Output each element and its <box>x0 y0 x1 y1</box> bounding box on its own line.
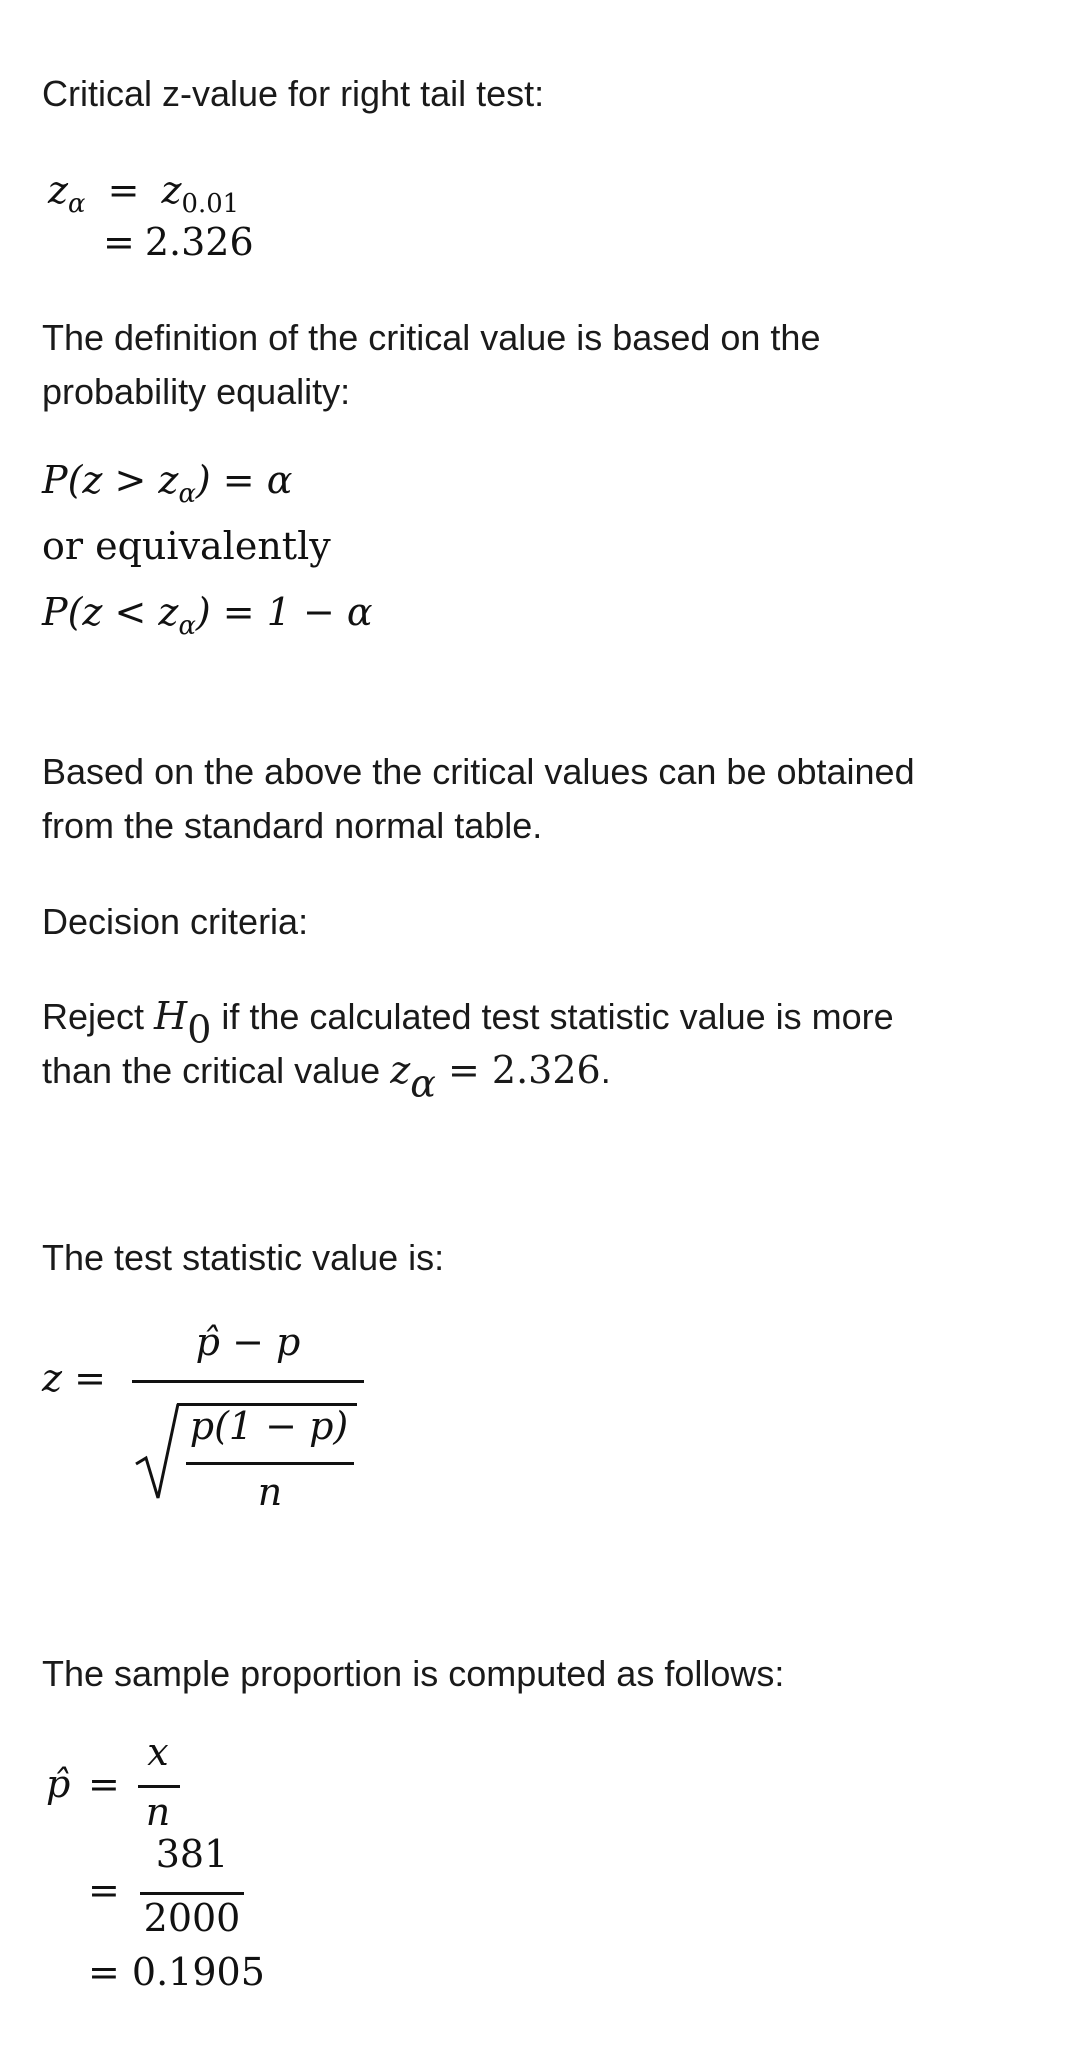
equals-sign: = <box>88 1868 120 1912</box>
prob-open: (z > z <box>67 458 179 502</box>
z-symbol: z <box>48 168 69 212</box>
equals-sign: = <box>103 220 135 264</box>
z-symbol: z <box>161 168 182 212</box>
alpha-subscript: α <box>410 1061 436 1106</box>
alpha-subscript: α <box>178 479 196 510</box>
decision-title: Decision criteria: <box>42 901 309 942</box>
prob-open: (z < z <box>67 590 179 634</box>
fraction-numerator-381: 381 <box>155 1832 229 1876</box>
definition-text-line2: probability equality: <box>42 371 351 412</box>
critical-value-inline: = 2.326 <box>435 1048 601 1092</box>
critical-intro-text: Critical z-value for right tail test: <box>42 73 545 114</box>
inner-fraction-bar <box>186 1462 354 1465</box>
fraction-denominator-2000: 2000 <box>143 1896 241 1940</box>
formula-inner-denominator: n <box>257 1470 283 1514</box>
fraction-denominator-n: n <box>145 1790 171 1834</box>
alpha-subscript: α <box>178 611 196 642</box>
sample-proportion-title: The sample proportion is computed as follows: <box>42 1653 785 1694</box>
sample-proportion-result: = 0.1905 <box>88 1950 265 1994</box>
fraction-bar-1 <box>138 1785 180 1788</box>
equals-sign: = <box>88 1762 120 1806</box>
level-subscript: 0.01 <box>181 189 240 220</box>
reject-critical-text: than the critical value <box>42 1050 391 1091</box>
reject-line2 <box>42 1042 611 1111</box>
z-symbol: z <box>390 1048 411 1092</box>
reject-rest: if the calculated test statistic value is more <box>211 996 894 1037</box>
critical-value: 2.326 <box>144 220 254 264</box>
formula-inner-numerator: p(1 − p) <box>189 1404 349 1448</box>
fraction-bar-2 <box>140 1892 244 1895</box>
prob-close: ) = 1 − α <box>195 590 373 634</box>
probability-equation-1 <box>42 458 292 509</box>
definition-text-line1: The definition of the critical value is based on the <box>42 317 821 358</box>
probability-equation-2 <box>42 590 373 641</box>
prob-close: ) = α <box>195 458 293 502</box>
based-text-line1: Based on the above the critical values can be obtained <box>42 751 915 792</box>
h-subscript: 0 <box>187 1007 212 1052</box>
prob-symbol: P <box>42 458 68 502</box>
main-fraction-bar <box>132 1380 364 1383</box>
formula-lhs: z = <box>42 1356 106 1400</box>
h-symbol: H <box>154 994 188 1038</box>
prob-symbol: P <box>42 590 68 634</box>
sentence-period: . <box>600 1050 611 1091</box>
fraction-numerator-x: x <box>147 1730 169 1774</box>
alpha-subscript: α <box>68 189 86 220</box>
formula-numerator: p̂ − p <box>195 1320 301 1364</box>
phat-symbol: p̂ <box>46 1762 71 1806</box>
test-statistic-title: The test statistic value is: <box>42 1237 445 1278</box>
based-text-line2: from the standard normal table. <box>42 805 543 846</box>
or-equivalently-text: or equivalently <box>42 524 331 568</box>
critical-value-equation-line2 <box>103 220 254 264</box>
reject-word: Reject <box>42 996 155 1037</box>
critical-value-equation-line1 <box>48 168 239 219</box>
sqrt-sign-icon <box>134 1402 182 1502</box>
equals-sign: = <box>107 168 140 212</box>
